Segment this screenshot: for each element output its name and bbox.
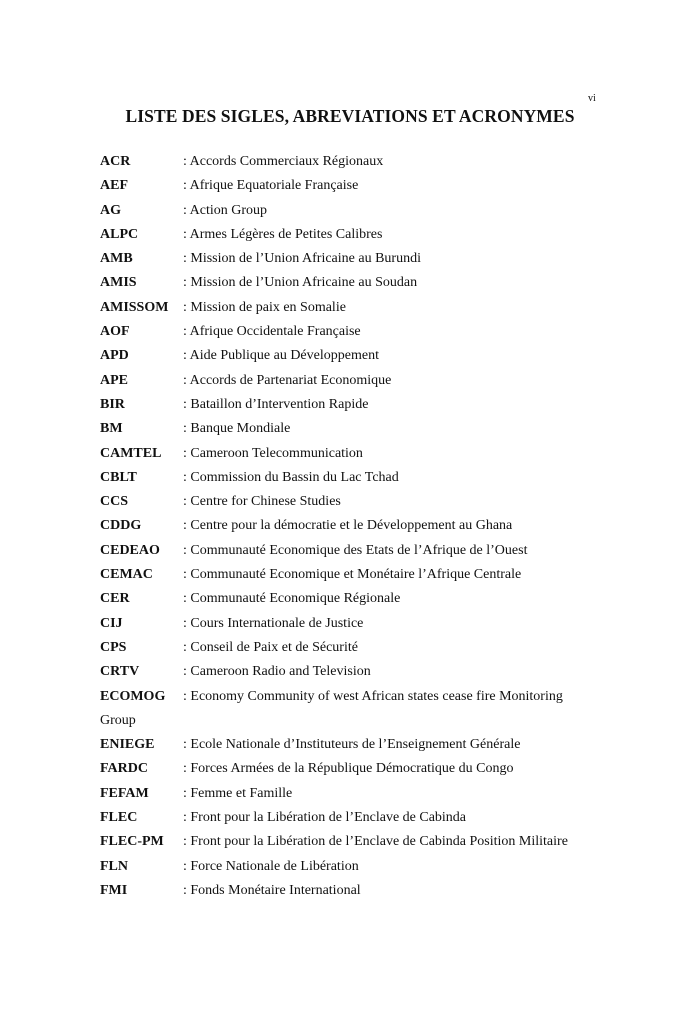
abbreviation-row [100, 199, 660, 223]
acronym: CEMAC [100, 567, 153, 583]
definition: : Front pour la Libération de l’Enclave de Cabinda [183, 810, 467, 826]
abbreviation-row [100, 660, 660, 684]
definition: : Armes Légères de Petites Calibres [183, 226, 383, 242]
definition: : Banque Mondiale [183, 421, 291, 437]
acronym: ECOMOG [100, 688, 166, 704]
definition: : Centre for Chinese Studies [183, 494, 341, 510]
acronym: CAMTEL [100, 445, 162, 461]
definition: : Cameroon Telecommunication [183, 445, 363, 461]
acronym: FLEC [100, 810, 138, 826]
acronym: AEF [100, 178, 128, 194]
acronym: APD [100, 348, 129, 364]
abbreviation-row [100, 757, 660, 781]
page-title: LISTE DES SIGLES, ABREVIATIONS ET ACRONYMES [125, 106, 575, 126]
definition: : Force Nationale de Libération [183, 858, 359, 874]
definition: : Centre pour la démocratie et le Développement au Ghana [183, 518, 513, 534]
acronym: FMI [100, 882, 128, 898]
definition: : Communauté Economique Régionale [183, 591, 401, 607]
abbreviation-row [100, 271, 660, 295]
page-number: vi [588, 93, 596, 104]
acronym: AOF [100, 324, 130, 340]
acronym: FEFAM [100, 785, 149, 801]
abbreviation-row [100, 855, 660, 879]
acronym: CIJ [100, 615, 123, 631]
abbreviation-row [100, 223, 660, 247]
acronym: FLEC-PM [100, 834, 164, 850]
abbreviation-row [100, 150, 660, 174]
abbreviation-row [100, 709, 660, 733]
definition: : Action Group [183, 202, 267, 218]
acronym: ACR [100, 154, 131, 169]
definition: : Communauté Economique et Monétaire l’Afrique Centrale [183, 567, 522, 583]
definition: : Bataillon d’Intervention Rapide [183, 396, 369, 412]
abbreviation-row [100, 733, 660, 757]
definition: : Femme et Famille [183, 785, 293, 801]
definition: : Cameroon Radio and Television [183, 664, 371, 680]
abbreviation-row [100, 563, 660, 587]
acronym: BM [100, 421, 123, 437]
acronym: CDDG [100, 518, 142, 534]
acronym: CER [100, 591, 130, 607]
abbreviation-row [100, 344, 660, 368]
definition: : Front pour la Libération de l’Enclave de Cabinda Position Militaire [183, 834, 568, 850]
definition: : Afrique Equatoriale Française [183, 178, 359, 194]
acronym: CCS [100, 494, 129, 510]
abbreviation-row [100, 830, 660, 854]
abbreviation-row [100, 490, 660, 514]
definition: : Accords de Partenariat Economique [183, 372, 392, 388]
abbreviation-row [100, 417, 660, 441]
abbreviation-row [100, 636, 660, 660]
acronym: CBLT [100, 469, 137, 485]
abbreviation-row [100, 369, 660, 393]
definition: : Conseil de Paix et de Sécurité [183, 639, 358, 655]
definition: : Commission du Bassin du Lac Tchad [183, 469, 399, 485]
abbreviation-row [100, 587, 660, 611]
abbreviation-row [100, 296, 660, 320]
definition: : Communauté Economique des Etats de l’Afrique de l’Ouest [183, 542, 528, 558]
acronym: ALPC [100, 226, 139, 242]
acronym: APE [100, 372, 128, 388]
abbreviation-row [100, 320, 660, 344]
acronym: CEDEAO [100, 542, 160, 558]
acronym: AMISSOM [100, 299, 169, 315]
definition: : Forces Armées de la République Démocratique du Congo [183, 761, 514, 777]
abbreviation-row [100, 879, 660, 903]
abbreviation-row [100, 612, 660, 636]
abbreviation-row [100, 442, 660, 466]
abbreviation-row [100, 466, 660, 490]
acronym: AG [100, 202, 121, 218]
definition: : Afrique Occidentale Française [183, 324, 361, 340]
abbreviation-row [100, 782, 660, 806]
acronym: FARDC [100, 761, 148, 777]
abbreviation-row [100, 806, 660, 830]
definition: : Mission de paix en Somalie [183, 299, 346, 315]
abbreviation-row [100, 247, 660, 271]
definition: : Cours Internationale de Justice [183, 615, 364, 631]
abbreviation-row [100, 539, 660, 563]
acronym: BIR [100, 396, 125, 412]
acronym: FLN [100, 858, 128, 874]
acronym: CPS [100, 639, 127, 655]
abbreviation-list [100, 150, 660, 903]
acronym: AMIS [100, 275, 137, 291]
definition: : Mission de l’Union Africaine au Burundi [183, 251, 421, 267]
definition: : Mission de l’Union Africaine au Soudan [183, 275, 418, 291]
abbreviation-row [100, 685, 660, 709]
definition: : Economy Community of west African states cease fire Monitoring [183, 688, 563, 704]
definition-continuation: Group [100, 712, 136, 728]
abbreviation-row [100, 174, 660, 198]
acronym: AMB [100, 251, 133, 267]
definition: : Aide Publique au Développement [183, 348, 379, 364]
acronym: ENIEGE [100, 737, 155, 753]
abbreviation-row [100, 514, 660, 538]
abbreviation-row [100, 393, 660, 417]
acronym: CRTV [100, 664, 140, 680]
definition: : Accords Commerciaux Régionaux [183, 154, 384, 169]
definition: : Ecole Nationale d’Instituteurs de l’Enseignement Générale [183, 737, 521, 753]
definition: : Fonds Monétaire International [183, 882, 361, 898]
